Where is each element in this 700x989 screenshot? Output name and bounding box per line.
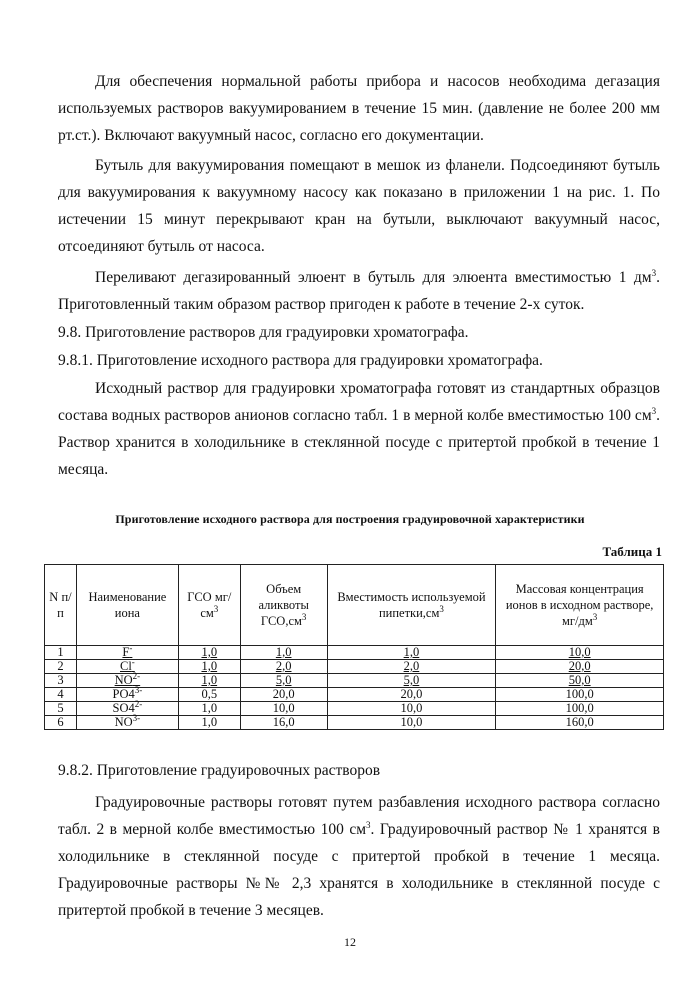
pipette-value: 2,0 xyxy=(403,659,420,673)
cell-aliquot: 10,0 xyxy=(240,702,327,716)
cell-pipette xyxy=(327,646,496,660)
ion-text: SO4 xyxy=(112,701,135,715)
cell-ion xyxy=(76,712,178,730)
superscript: 3 xyxy=(366,819,371,830)
ion-text: Cl xyxy=(119,659,132,673)
cell-pipette: 10,0 xyxy=(327,716,496,730)
superscript: 3 xyxy=(301,611,307,622)
cell-aliquot xyxy=(240,660,327,674)
cell-mass: 160,0 xyxy=(496,716,664,730)
ion-text: F xyxy=(122,645,130,659)
superscript: 3 xyxy=(592,611,598,622)
header-mass-text: Массовая концентрация ионов в исходном растворе, мг/дм xyxy=(505,582,654,628)
header-ion-name: Наименование иона xyxy=(76,565,178,646)
cell-pipette: 10,0 xyxy=(327,702,496,716)
cell-mass xyxy=(496,660,664,674)
aliquot-value: 1,0 xyxy=(275,645,292,659)
aliquot-value: 5,0 xyxy=(275,673,292,687)
mass-value: 10,0 xyxy=(568,645,591,659)
table-row xyxy=(45,646,664,660)
cell-mass xyxy=(496,646,664,660)
cell-num: 2 xyxy=(45,660,77,674)
header-gso xyxy=(178,565,240,646)
cell-num: 1 xyxy=(45,646,77,660)
superscript: 3 xyxy=(651,267,657,278)
paragraph-eluent-text-a: Переливают дегазированный элюент в бутыль для элюента вместимостью 1 дм xyxy=(95,269,652,286)
header-pipette-text: Вместимость используемой пипетки,см xyxy=(337,590,486,620)
mass-value: 20,0 xyxy=(568,659,591,673)
paragraph-eluent xyxy=(58,264,660,318)
cell-num: 4 xyxy=(45,688,77,702)
cell-aliquot: 20,0 xyxy=(240,688,327,702)
cell-aliquot: 16,0 xyxy=(240,716,327,730)
mass-value: 50,0 xyxy=(568,673,591,687)
cell-ion xyxy=(76,698,178,716)
aliquot-value: 2,0 xyxy=(275,659,292,673)
ion-charge: 2- xyxy=(134,698,143,709)
cell-gso: 1,0 xyxy=(178,716,240,730)
cell-mass xyxy=(496,674,664,688)
cell-gso xyxy=(178,674,240,688)
ion-charge: - xyxy=(129,642,133,653)
cell-gso: 1,0 xyxy=(178,702,240,716)
ion-charge: - xyxy=(131,656,135,667)
cell-pipette: 20,0 xyxy=(327,688,496,702)
paragraph-calibration-text-b: . Градуировочный раствор № 1 хранятся в холодильнике в стеклянной посуде с притертой пробкой в течение 1 месяца. Градуировочные растворы №№ 2,3 хранятся в холодильнике в стеклянной посуде с притертой пробкой в течение 3 месяцев. xyxy=(58,821,660,919)
ion-text: PO4 xyxy=(112,687,135,701)
cell-num: 5 xyxy=(45,702,77,716)
table-caption: Приготовление исходного раствора для построения градуировочной характеристики xyxy=(115,512,585,526)
superscript: 3 xyxy=(213,603,219,614)
header-num: N п/п xyxy=(45,565,77,646)
table-header-row xyxy=(45,565,664,646)
superscript: 3 xyxy=(651,405,657,416)
cell-num: 3 xyxy=(45,674,77,688)
paragraph-eluent-text-b: . Приготовленный таким образом раствор пригоден к работе в течение 2-х суток. xyxy=(58,269,660,313)
gso-value: 1,0 xyxy=(201,659,218,673)
paragraph-stock-solution xyxy=(58,375,660,483)
header-aliquot xyxy=(240,565,327,646)
cell-pipette xyxy=(327,674,496,688)
section-heading-9-8-2: 9.8.2. Приготовление градуировочных растворов xyxy=(58,762,381,779)
cell-ion xyxy=(76,670,178,688)
table-row xyxy=(45,716,664,730)
cell-ion xyxy=(76,642,178,660)
section-heading-9-8-1: 9.8.1. Приготовление исходного раствора для градуировки хроматографа. xyxy=(58,352,543,369)
header-aliquot-text: Объем аликвоты ГСО,см xyxy=(258,582,309,628)
page-number: 12 xyxy=(344,935,356,949)
cell-aliquot xyxy=(240,646,327,660)
paragraph-calibration-text-a: Градуировочные растворы готовят путем разбавления исходного раствора согласно табл. 2 в мерной колбе вместимостью 100 см xyxy=(58,794,660,838)
table-number: Таблица 1 xyxy=(602,544,662,559)
cell-gso xyxy=(178,646,240,660)
cell-gso xyxy=(178,660,240,674)
cell-pipette xyxy=(327,660,496,674)
pipette-value: 5,0 xyxy=(403,673,420,687)
cell-gso: 0,5 xyxy=(178,688,240,702)
paragraph-vacuum-bottle: Бутыль для вакуумирования помещают в мешок из фланели. Подсоединяют бутыль для вакуумирования к вакуумному насосу как показано в приложении 1 на рис. 1. По истечении 15 минут перекрывают кран на бутыли, выключают вакуумный насос, отсоединяют бутыль от насоса. xyxy=(58,157,660,255)
stock-solution-table xyxy=(44,564,664,730)
header-mass-concentration xyxy=(496,565,664,646)
cell-mass: 100,0 xyxy=(496,702,664,716)
gso-value: 1,0 xyxy=(201,645,218,659)
cell-ion xyxy=(76,684,178,702)
paragraph-degassing: Для обеспечения нормальной работы прибора и насосов необходима дегазация используемых растворов вакуумированием в течение 15 мин. (давление не более 200 мм рт.ст.). Включают вакуумный насос, согласно его документации. xyxy=(58,73,660,144)
ion-charge: 2- xyxy=(132,670,141,681)
paragraph-stock-text-a: Исходный раствор для градуировки хроматографа готовят из стандартных образцов состава водных растворов анионов согласно табл. 1 в мерной колбе вместимостью 100 см xyxy=(58,380,660,424)
ion-charge: 3- xyxy=(134,684,143,695)
header-pipette xyxy=(327,565,496,646)
cell-num: 6 xyxy=(45,716,77,730)
section-heading-9-8: 9.8. Приготовление растворов для градуировки хроматографа. xyxy=(58,324,469,341)
paragraph-stock-text-b: . Раствор хранится в холодильнике в стеклянной посуде с притертой пробкой в течение 1 месяца. xyxy=(58,407,660,478)
pipette-value: 1,0 xyxy=(403,645,420,659)
ion-charge: 3- xyxy=(132,712,141,723)
ion-text: NO xyxy=(114,673,133,687)
header-gso-text: ГСО мг/см xyxy=(187,590,232,620)
gso-value: 1,0 xyxy=(201,673,218,687)
cell-aliquot xyxy=(240,674,327,688)
paragraph-calibration-solutions xyxy=(58,789,660,924)
cell-mass: 100,0 xyxy=(496,688,664,702)
ion-text: NO xyxy=(114,715,133,729)
superscript: 3 xyxy=(439,603,444,614)
cell-ion xyxy=(76,656,178,674)
